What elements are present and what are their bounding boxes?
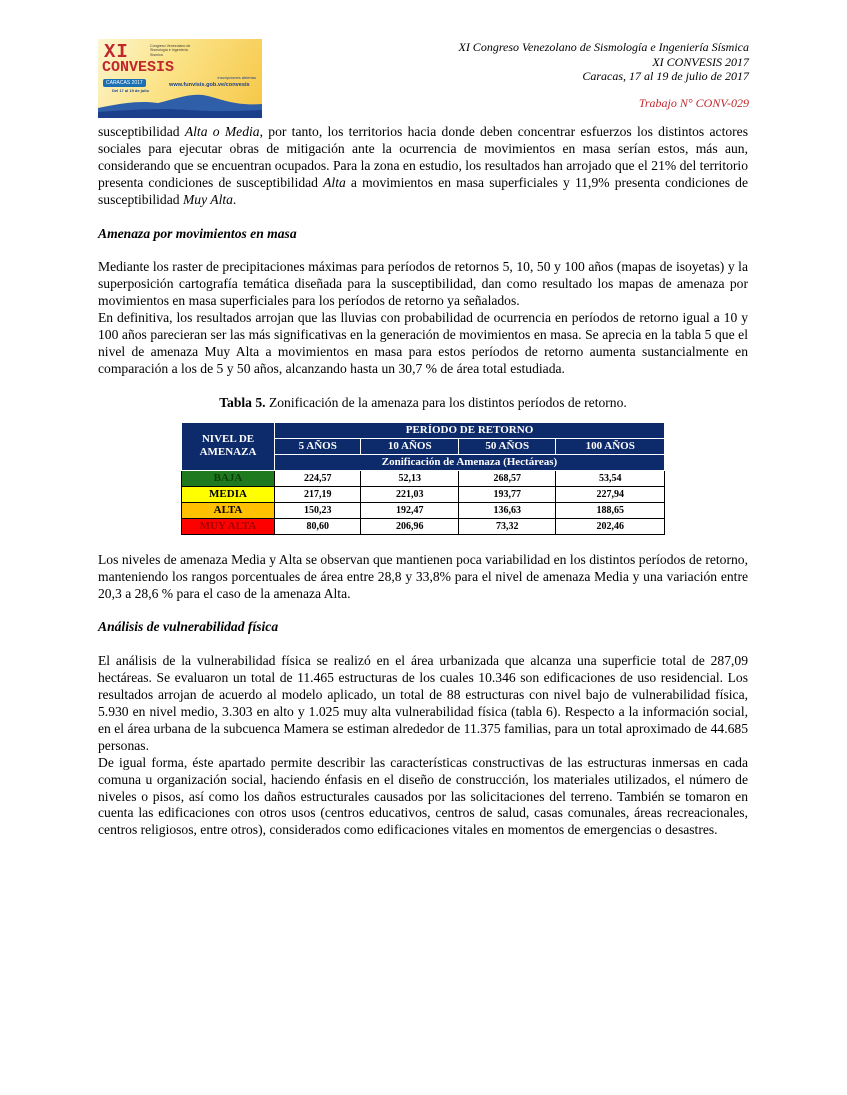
logo-title: XI	[104, 41, 129, 63]
period-header: 100 AÑOS	[556, 438, 665, 454]
nivel-header: NIVEL DE AMENAZA	[182, 422, 275, 470]
text-run: , por tanto, los territorios hacia donde deben concentrar esfuerzos los distintos actores sociales para ejecutar obras de mitigación ante la ocurrencia de movimientos en masa serían estos, más aun, considerando que se encuentran ocupados. Para la zona en estudio, los resultados han arrojado que el 21% del territorio presenta condiciones de susceptibilidad	[98, 124, 748, 190]
period-header: 10 AÑOS	[361, 438, 459, 454]
section-heading-amenaza: Amenaza por movimientos en masa	[98, 225, 297, 241]
text-run-italic: Alta	[323, 174, 346, 190]
header-line-3: Caracas, 17 al 19 de julio de 2017	[582, 69, 749, 83]
table-row	[182, 518, 665, 534]
table-cell: 73,32	[458, 518, 556, 534]
text-run: susceptibilidad	[98, 124, 185, 139]
table-cell: 53,54	[556, 470, 665, 486]
period-header: 50 AÑOS	[458, 438, 556, 454]
section-heading-vulnerabilidad: Análisis de vulnerabilidad física	[98, 619, 279, 635]
table-cell: 227,94	[556, 486, 665, 502]
table-cell: 224,57	[275, 470, 361, 486]
zoning-subheader: Zonificación de Amenaza (Hectáreas)	[275, 454, 665, 470]
logo-inscriptions: inscripciones abiertas	[217, 75, 256, 80]
table-row	[182, 502, 665, 518]
table-cell: 136,63	[458, 502, 556, 518]
level-cell: ALTA	[182, 502, 275, 518]
paragraph-susceptibility	[98, 124, 748, 209]
convesis-logo	[98, 39, 262, 118]
level-cell: MEDIA	[182, 486, 275, 502]
period-header: 5 AÑOS	[275, 438, 361, 454]
level-cell: MUY ALTA	[182, 518, 275, 534]
caption-label: Tabla 5.	[219, 394, 266, 410]
logo-dates: Del 17 al 19 de julio	[112, 88, 149, 93]
text-run: .	[232, 191, 237, 207]
threat-zoning-table	[181, 422, 665, 535]
paragraph-variability: Los niveles de amenaza Media y Alta se observan que mantienen poca variabilidad en los distintos períodos de retorno, manteniendo los rangos porcentuales de área entre 28,8 y 33,8% para el nivel de amenaza Media y una variación entre 20,3 a 28,6 % para el caso de la amenaza Alta.	[98, 551, 748, 601]
table-cell: 192,47	[361, 502, 459, 518]
text-run-italic: Muy Alta	[182, 191, 233, 207]
paragraph-construction: De igual forma, éste apartado permite describir las características constructivas de las estructuras inmersas en cada comuna u organización social, haciendo énfasis en el diseño de construcción, los materiales utilizados, el número de niveles o pisos, así como los daños estructurales causados por las solicitaciones del terreno. También se tomaron en cuenta las edificaciones con otros usos (centros educativos, centros de salud, casas comunales, áreas recreacionales, centros religiosos, entre otros), considerados como edificaciones vitales en momentos de emergencias o desastres.	[98, 754, 748, 838]
paragraph-results: En definitiva, los resultados arrojan que las lluvias con probabilidad de ocurrencia en períodos de retorno igual a 10 y 100 años parecieran ser las más significativas en la generación de movimientos en masa. Se aprecia en la tabla 5 que el nivel de amenaza Muy Alta a movimientos en masa para estos períodos de retorno aumenta sustancialmente en comparación a los de 5 y 50 años, alcanzando hasta un 30,7 % de área total estudiada.	[98, 310, 748, 376]
logo-subtitle: CONVESIS	[102, 59, 175, 76]
conference-header	[458, 40, 749, 110]
paper-number: Trabajo N° CONV-029	[638, 95, 749, 110]
paragraph-raster: Mediante los raster de precipitaciones máximas para períodos de retornos 5, 10, 50 y 100 años (mapas de isoyetas) y la superposición cartografía temática diseñada para la susceptibilidad, dan como resultado los mapas de amenaza por movimientos en masa superficiales para los períodos de retorno ya señalados.	[98, 259, 748, 309]
periodo-header: PERÍODO DE RETORNO	[275, 422, 665, 438]
paper-body	[98, 124, 748, 839]
mountain-silhouette-icon	[98, 86, 262, 118]
logo-tagline: Congreso Venezolano de Sismología e Ingeniería Sísmica	[150, 44, 191, 57]
paragraph-vulnerability: El análisis de la vulnerabilidad física se realizó en el área urbanizada que alcanza una superficie total de 287,09 hectáreas. Se evaluaron un total de 11.465 estructuras de los cuales 10.346 son edificaciones de uso residencial. Los resultados arrojan de acuerdo al modelo aplicado, un total de 88 estructuras con nivel bajo de vulnerabilidad física, 5.930 en nivel medio, 3.303 en alto y 1.025 muy alta vulnerabilidad física (tabla 6). Respecto a la información social, en el área urbana de la subcuenca Mamera se estiman alrededor de 11.375 familias, para un total aproximado de 44.685 personas.	[98, 653, 748, 753]
table-cell: 221,03	[361, 486, 459, 502]
table-cell: 80,60	[275, 518, 361, 534]
table-cell: 193,77	[458, 486, 556, 502]
table-cell: 52,13	[361, 470, 459, 486]
table-cell: 202,46	[556, 518, 665, 534]
caption-text: Zonificación de la amenaza para los distintos períodos de retorno.	[265, 394, 627, 410]
text-run: a movimientos en masa superficiales y 11,9% presenta condiciones de susceptibilidad	[98, 174, 748, 207]
table-cell: 150,23	[275, 502, 361, 518]
table-row	[182, 470, 665, 486]
table-caption	[98, 395, 748, 412]
header-line-2: XI CONVESIS 2017	[652, 54, 749, 69]
header-line-1: XI Congreso Venezolano de Sismología e Ingeniería Sísmica	[458, 40, 749, 54]
level-cell: BAJA	[182, 470, 275, 486]
table-cell: 217,19	[275, 486, 361, 502]
logo-city: CARACAS 2017	[103, 79, 146, 87]
logo-url: www.funvisis.gob.ve/convesis	[169, 82, 250, 88]
table-cell: 206,96	[361, 518, 459, 534]
table-row	[182, 486, 665, 502]
text-run-italic: Alta o Media	[184, 124, 260, 139]
table-cell: 188,65	[556, 502, 665, 518]
table-cell: 268,57	[458, 470, 556, 486]
